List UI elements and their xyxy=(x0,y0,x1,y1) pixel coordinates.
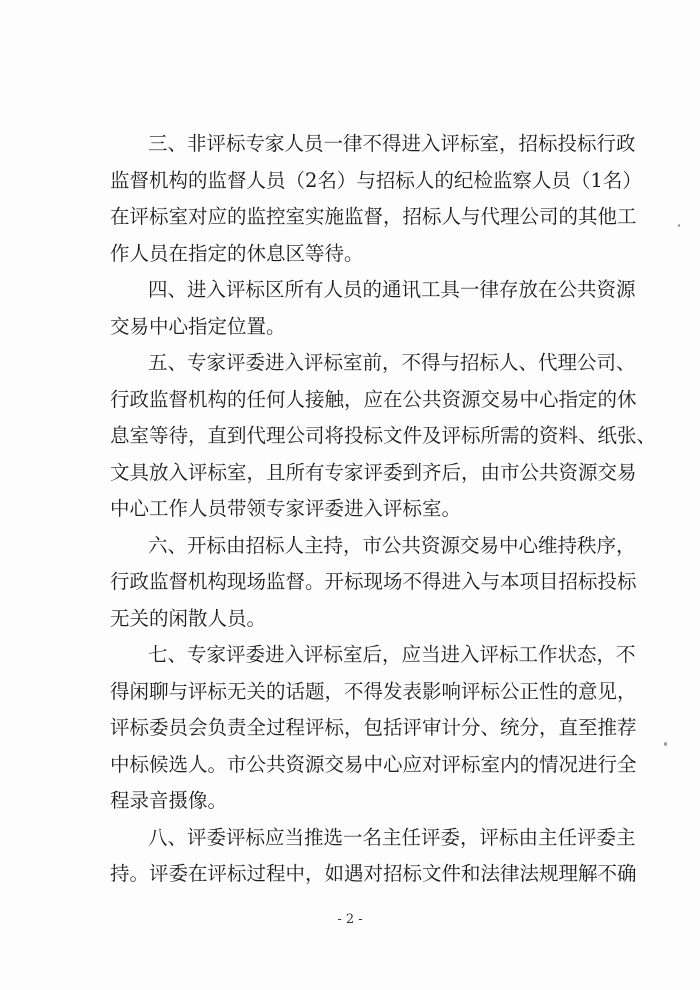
text-line: 无关的闲散人员。 xyxy=(110,606,267,630)
text-line: 行政监督机构的任何人接触，应在公共资源交易中心指定的休 xyxy=(110,387,637,411)
text-line: 交易中心指定位置。 xyxy=(110,314,286,338)
text-line: 息室等待，直到代理公司将投标文件及评标所需的资料、纸张、 xyxy=(110,424,657,447)
text-line: 得闲聊与评标无关的话题，不得发表影响评标公正性的意见， xyxy=(110,679,637,703)
text-line: 监督机构的监督人员（2名）与招标人的纪检监察人员（1名） xyxy=(110,168,642,192)
paragraph-3 xyxy=(110,126,642,272)
text-line: 评标委员会负责全过程评标，包括评审计分、统分，直至推荐 xyxy=(110,716,637,739)
text-line: 中标候选人。市公共资源交易中心应对评标室内的情况进行全 xyxy=(110,752,637,776)
document-body xyxy=(110,126,657,893)
text-line: 作人员在指定的休息区等待。 xyxy=(110,241,364,265)
text-line: 中心工作人员带领专家评委进入评标室。 xyxy=(110,497,462,520)
text-line: 在评标室对应的监控室实施监督，招标人与代理公司的其他工 xyxy=(110,205,637,228)
scan-speck xyxy=(678,224,680,227)
page-number: - 2 - xyxy=(337,912,363,927)
text-line: 文具放入评标室，且所有专家评委到齐后，由市公共资源交易 xyxy=(110,460,637,484)
text-line: 四、进入评标区所有人员的通讯工具一律存放在公共资源 xyxy=(148,278,636,301)
paragraph-6 xyxy=(110,528,637,638)
paragraph-5 xyxy=(110,345,657,528)
text-line: 三、非评标专家人员一律不得进入评标室，招标投标行政 xyxy=(148,132,636,155)
text-line: 持。评委在评标过程中，如遇对招标文件和法律法规理解不确 xyxy=(110,862,637,885)
text-line: 八、评委评标应当推选一名主任评委，评标由主任评委主 xyxy=(148,825,636,849)
text-line: 六、开标由招标人主持，市公共资源交易中心维持秩序， xyxy=(148,533,636,557)
text-line: 行政监督机构现场监督。开标现场不得进入与本项目招标投标 xyxy=(110,570,637,593)
paragraph-8 xyxy=(110,820,637,893)
text-line: 七、专家评委进入评标室后，应当进入评标工作状态，不 xyxy=(148,643,636,666)
text-line: 五、专家评委进入评标室前，不得与招标人、代理公司、 xyxy=(148,351,636,374)
paragraph-4 xyxy=(110,272,636,345)
paragraph-7 xyxy=(110,637,637,820)
text-line: 程录音摄像。 xyxy=(110,789,228,812)
scan-speck xyxy=(664,742,667,746)
